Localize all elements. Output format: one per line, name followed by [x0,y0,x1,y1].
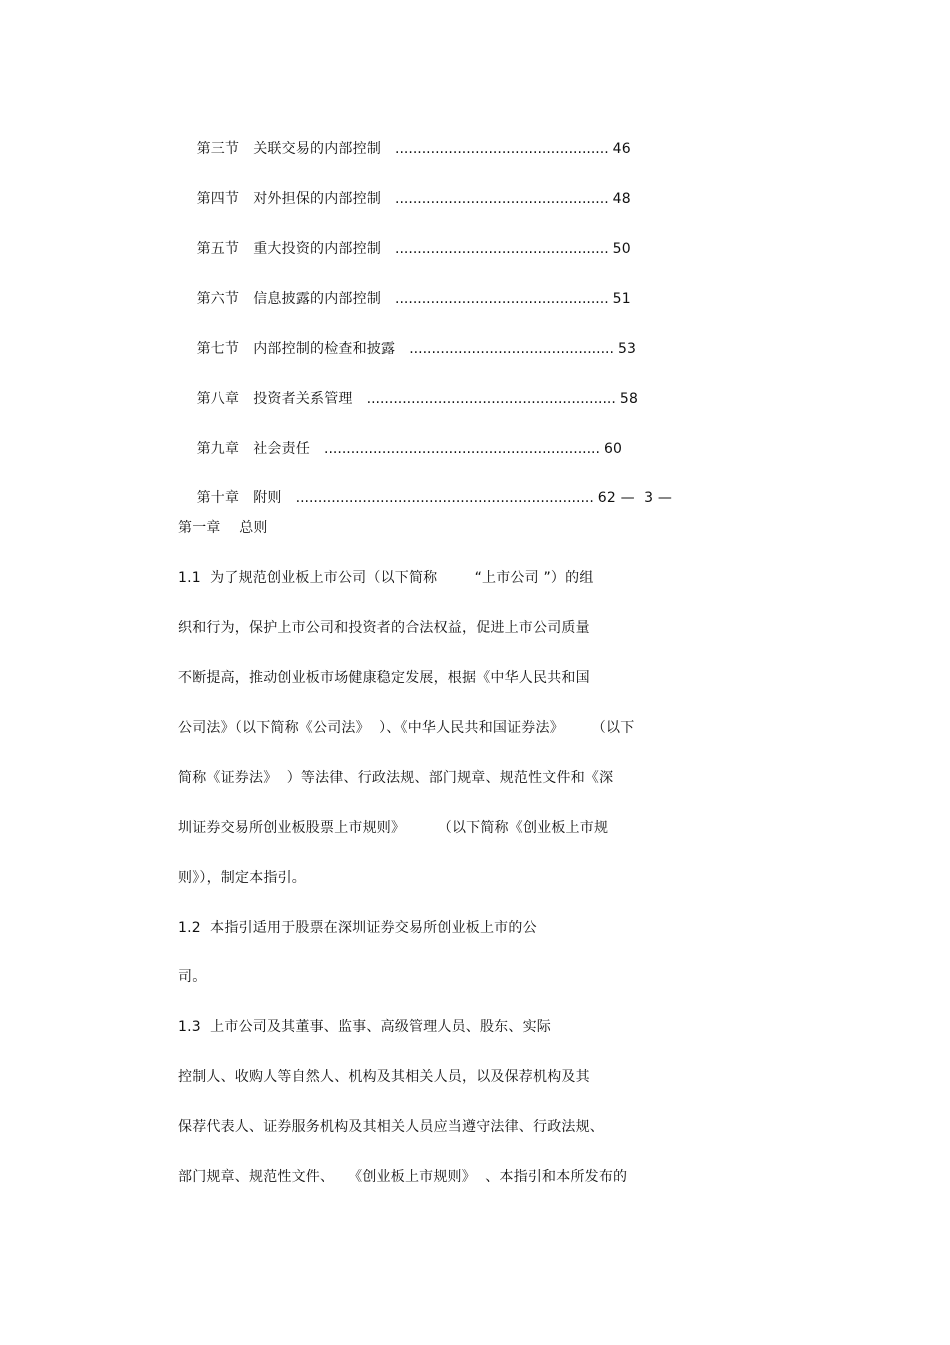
toc-title: 重大投资的内部控制 [253,241,382,257]
toc-section-number: 第四节 [196,191,240,207]
toc-leader-dots: .............................................. [409,341,614,357]
toc-page-number: 58 [619,391,639,407]
toc-leader-dots: ................................................ [395,191,609,207]
toc-leader-dots: ........................................................ [366,391,616,407]
body-line: 不断提高，推动创业板市场健康稳定发展，根据《中华人民共和国 [178,670,590,686]
body-line: 织和行为，保护上市公司和投资者的合法权益，促进上市公司质量 [178,620,590,636]
toc-page-number: 62 — 3 — [597,490,673,506]
body-line: 则》），制定本指引。 [178,870,306,886]
toc-page-number: 46 [612,141,631,157]
chapter-heading: 第一章 总则 [178,520,268,536]
toc-page-number: 48 [612,191,631,207]
body-line: 控制人、收购人等自然人、机构及其相关人员，以及保荐机构及其 [178,1069,590,1085]
body-line: 1.2 本指引适用于股票在深圳证券交易所创业板上市的公 [178,920,537,936]
body-line: 部门规章、规范性文件、 《创业板上市规则》 、本指引和本所发布的 [178,1169,628,1185]
body-line: 保荐代表人、证券服务机构及其相关人员应当遵守法律、行政法规、 [178,1119,604,1135]
body-line: 公司法》（以下简称《公司法》 ）、《中华人民共和国证券法》 （以下 [178,720,635,736]
toc-section-number: 第六节 [196,291,240,307]
body-line: 圳证券交易所创业板股票上市规则》 （以下简称《创业板上市规 [178,820,609,836]
toc-title: 社会责任 [253,441,311,457]
toc-title: 投资者关系管理 [253,391,353,407]
toc-page-number: 60 [603,441,623,457]
toc-section-number: 第八章 [196,391,240,407]
toc-section-number: 第五节 [196,241,240,257]
toc-section-number: 第七节 [196,341,240,357]
body-line: 司。 [178,969,207,985]
toc-section-number: 第九章 [196,441,240,457]
body-line: 1.1 为了规范创业板上市公司（以下简称 “上市公司 ”）的组 [178,570,594,586]
toc-title: 对外担保的内部控制 [253,191,382,207]
body-line: 1.3 上市公司及其董事、监事、高级管理人员、股东、实际 [178,1019,551,1035]
toc-leader-dots: ................................................................... [295,490,594,506]
toc-leader-dots: ................................................ [395,241,609,257]
toc-title: 关联交易的内部控制 [253,141,382,157]
toc-page-number: 53 [617,341,637,357]
toc-page-number: 51 [612,291,631,307]
toc-leader-dots: .............................................................. [324,441,600,457]
toc-leader-dots: ................................................ [395,291,609,307]
toc-leader-dots: ................................................ [395,141,609,157]
body-line: 简称《证券法》 ）等法律、行政法规、部门规章、规范性文件和《深 [178,770,614,786]
toc-title: 附则 [253,490,282,506]
toc-section-number: 第十章 [196,490,240,506]
toc-title: 信息披露的内部控制 [253,291,382,307]
toc-section-number: 第三节 [196,141,240,157]
toc-page-number: 50 [612,241,631,257]
toc-title: 内部控制的检查和披露 [253,341,396,357]
